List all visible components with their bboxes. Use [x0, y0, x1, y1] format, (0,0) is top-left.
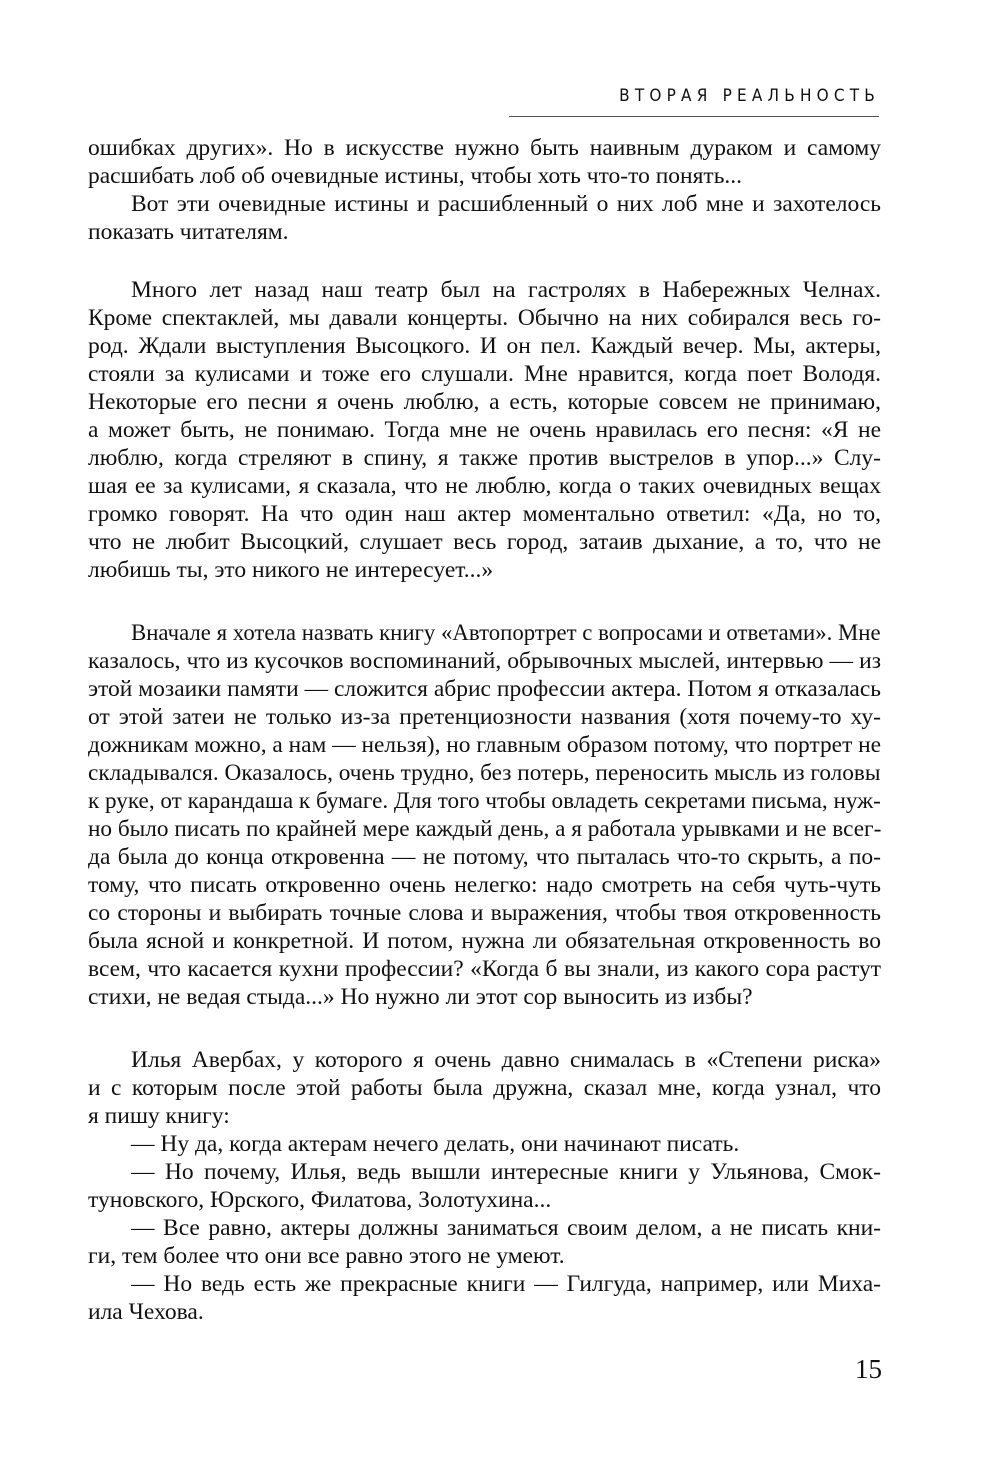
text-line: ошибках других». Но в искусстве нужно быть наивным дураком и самому: [88, 135, 881, 161]
text-line: тому, что писать откровенно очень нелегко: надо смотреть на себя чуть-чуть: [88, 872, 881, 898]
text-line: — Но ведь есть же прекрасные книги — Гилгуда, например, или Миха-: [131, 1271, 881, 1297]
text-line: а может быть, не понимаю. Тогда мне не очень нравилась его песня: «Я не: [88, 417, 881, 443]
text-line: люблю, когда стреляют в спину, я также против выстрелов в упор...» Слу-: [88, 445, 881, 471]
text-line: всем, что касается кухни профессии? «Когда б вы знали, из какого сора растут: [88, 956, 881, 982]
running-head: ВТОРАЯ РЕАЛЬНОСТЬ: [619, 86, 880, 106]
text-line: этой мозаики памяти — сложится абрис профессии актера. Потом я отказалась: [88, 676, 881, 702]
text-line: дожникам можно, а нам — нельзя), но главным образом потому, что портрет не: [88, 732, 881, 758]
text-line: громко говорят. На что один наш актер моментально ответил: «Да, но то,: [88, 501, 881, 527]
text-line: стихи, не ведая стыда...» Но нужно ли этот сор выносить из избы?: [88, 984, 753, 1010]
text-line: — Ну да, когда актерам нечего делать, они начинают писать.: [131, 1131, 740, 1157]
text-line: любишь ты, это никого не интересует...»: [88, 557, 494, 583]
text-line: к руке, от карандаша к бумаге. Для того чтобы овладеть секретами письма, нуж-: [88, 788, 881, 814]
text-line: — Но почему, Илья, ведь вышли интересные книги у Ульянова, Смок-: [131, 1159, 881, 1185]
text-line: Некоторые его песни я очень люблю, а есть, которые совсем не принимаю,: [88, 389, 881, 415]
text-line: показать читателям.: [88, 219, 289, 245]
page-number: 15: [855, 1354, 882, 1384]
text-line: была ясной и конкретной. И потом, нужна ли обязательная откровенность во: [88, 928, 881, 954]
text-line: казалось, что из кусочков воспоминаний, обрывочных мыслей, интервью — из: [88, 648, 881, 674]
text-line: Много лет назад наш театр был на гастролях в Набережных Челнах.: [131, 277, 881, 303]
text-line: от этой затеи не только из-за претенциозности названия (хотя почему-то ху-: [88, 704, 881, 730]
text-line: но было писать по крайней мере каждый день, а я работала урывками и не всег-: [88, 816, 882, 842]
text-line: я пишу книгу:: [88, 1103, 230, 1129]
text-line: что не любит Высоцкий, слушает весь город, затаив дыхание, а то, что не: [88, 529, 881, 555]
text-line: складывался. Оказалось, очень трудно, без потерь, переносить мысль из головы: [88, 760, 881, 786]
text-line: род. Ждали выступления Высоцкого. И он пел. Каждый вечер. Мы, актеры,: [88, 333, 881, 359]
text-line: Вот эти очевидные истины и расшибленный о них лоб мне и захотелось: [131, 191, 881, 217]
text-line: расшибать лоб об очевидные истины, чтобы хоть что-то понять...: [88, 163, 743, 189]
text-line: — Все равно, актеры должны заниматься своим делом, а не писать кни-: [131, 1215, 881, 1241]
text-line: стояли за кулисами и тоже его слушали. Мне нравится, когда поет Володя.: [88, 361, 881, 387]
text-line: ги, тем более что они все равно этого не умеют.: [88, 1243, 565, 1269]
text-line: Вначале я хотела назвать книгу «Автопортрет с вопросами и ответами». Мне: [131, 620, 881, 646]
text-line: туновского, Юрского, Филатова, Золотухина...: [88, 1187, 552, 1213]
running-head-rule: [509, 116, 879, 117]
text-line: Кроме спектаклей, мы давали концерты. Обычно на них собирался весь го-: [88, 305, 881, 331]
text-line: со стороны и выбирать точные слова и выражения, чтобы твоя откровенность: [88, 900, 881, 926]
text-line: ила Чехова.: [88, 1299, 204, 1325]
text-line: шая ее за кулисами, я сказала, что не люблю, когда о таких очевидных вещах: [88, 473, 881, 499]
text-line: да была до конца откровенна — не потому, что пыталась что-то скрыть, а по-: [88, 844, 881, 870]
text-line: Илья Авербах, у которого я очень давно снималась в «Степени риска»: [131, 1047, 881, 1073]
text-line: и с которым после этой работы была дружна, сказал мне, когда узнал, что: [88, 1075, 881, 1101]
